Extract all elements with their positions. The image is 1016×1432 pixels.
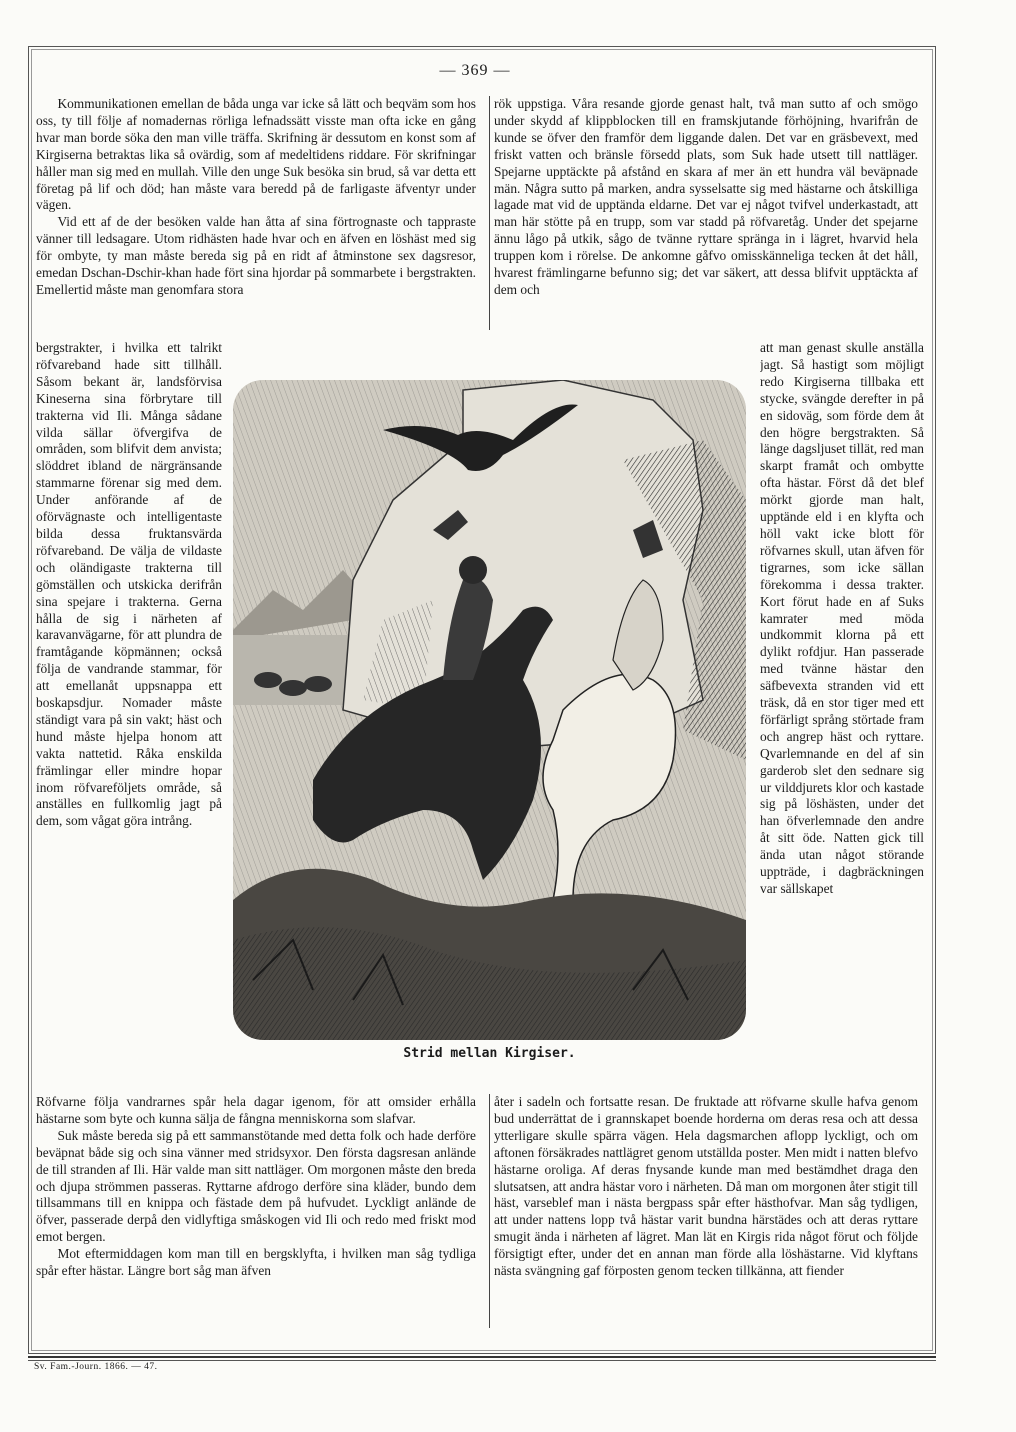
- figure-caption: Strid mellan Kirgiser.: [403, 1046, 576, 1061]
- paragraph: åter i sadeln och fortsatte resan. De fruktade att röfvarne skulle hafva genom bud underrättat de i grannskapet boende horderna om deras resa och att dessa ytterligare skulle spärra vägen. Hela dagsmarchen aflopp lyckligt, och om aftonen försäkrades nattlägret genom utställda poster. Men midt i natten blefvo hästarne oroliga. Af deras fnysande kunde man med bestämdhet draga den slutsatsen, att andra hästar voro i närheten. Då man om morgonen åter stigit till häst, varseblef man i nästa bergpass spår efter hästhofvar. Man såg tydligen, att under nattens lopp två hästar varit bundna härstädes och att deras ryttare smugit ända i närheten af lägret. Man lät en Kirgis rida något förut och följde försigtigt efter, under det en annan man förde alla löshästarne. Vid klyftans nästa svängning gaf förposten genom tecken tillkänna, att fiender: [494, 1094, 918, 1279]
- paragraph: att man genast skulle anställa jagt. Så hastigt som möjligt redo Kirgiserna tillbaka ett stycke, svängde derefter in på en sidoväg, som förde dem åt den högre bergstrakten. Så länge dagsljuset tillät, red man skarpt framåt och ombytte ofta hästar. Först då det blef mörkt gjorde man halt, upptände eld i en klyfta och höll vakt icke blott för röfvarnes skull, utan äfven för tigrarnes, som icke sällan förekomma i dessa trakter. Kort förut hade en af Suks kamrater med möda undkommit klorna på ett dylikt rofdjur. Han passerade med tvänne hästar den säfbevexta stranden vid ett träsk, då en stor tiger med ett förfärligt språng störtade fram och angrep häst och ryttare. Qvarlemnande en del af sin garderob slet den sednare sig ur vilddjurets klor och kastade sig på löshästen, under det han öfverlemnade den andre åt sitt öde. Natten gick till ända utan något störande uppträde, i dagbräckningen var sällskapet: [760, 340, 924, 896]
- paragraph: Mot eftermiddagen kom man till en bergsklyfta, i hvilken man såg tydliga spår efter hästar. Längre bort såg man äfven: [36, 1246, 476, 1279]
- paragraph: Vid ett af de der besöken valde han åtta af sina förtrognaste och tappraste vänner till ledsagare. Utom ridhästen hade hvar och en äfven en löshäst med sig för ombyte, ty man måste bereda sig på en ridt af åtminstone sex dagsresor, emedan Dschan-Dschir-khan hade fört sina hjordar på sommarbete i bergstrakten. Emellertid måste man genomfara stora: [36, 214, 476, 297]
- right-column-bottom: [494, 1094, 918, 1330]
- column-rule-top: [489, 96, 490, 330]
- footer-rule-thin: [28, 1360, 936, 1361]
- paragraph: Kommunikationen emellan de båda unga var icke så lätt och beqväm som hos oss, ty till följe af nomadernas rörliga lefnadssätt visste man ofta icke en gång hvar man borde söka den man ville träffa. Skrifning är dessutom en konst som af Kirgiserna betraktas lika så ovärdig, som af medeltidens riddare. För skrifningar håller man sig med en mullah. Ville den unge Suk besöka sin brud, så var detta ett företag på lif och död; han måste vara beredd på de farligaste äfventyr under vägen.: [36, 96, 476, 213]
- left-column-top: [36, 96, 476, 340]
- right-column-top: [494, 96, 918, 340]
- column-rule-bottom: [489, 1094, 490, 1328]
- left-column-narrow: [36, 340, 222, 1092]
- engraving-kirgiz-battle: [233, 380, 746, 1040]
- paragraph: Röfvarne följa vandrarnes spår hela dagar igenom, för att omsider erhålla hästarne som byte och kunna sälja de fångna menniskorna som slafvar.: [36, 1094, 476, 1126]
- left-column-bottom: [36, 1094, 476, 1330]
- paragraph: bergstrakter, i hvilka ett talrikt röfvareband hade sitt tillhåll. Såsom bekant är, landsförvisa Kineserna sina förbrytare till trakterna vid Ili. Många sådane vilda sällar öfvergifva de områden, som blifvit dem anvista; slöddret ibland de närgränsande stammarne förenar sig med dem. Under anförande af de oförvägnaste och intelligentaste bilda dessa fruktansvärda röfvareband. De välja de vildaste och oländigaste trakterna till gömställen och utskicka derifrån sina spejare i trakterna. Gerna hålla de sig i närheten af karavanvägarne, för att plundra de framtågande köpmännen; också följa de vandrande stammar, för att emellanåt uppsnappa ett boskapsdjur. Nomader måste ständigt vara på sin vakt; häst och hund måste hjelpa honom att vakta nattetid. Råka enskilda främlingar eller mindre hopar inom röfvareföljets område, så anställes en fullkomlig jagt på dem, som vågat göra intrång.: [36, 340, 222, 829]
- paragraph: Suk måste bereda sig på ett sammanstötande med detta folk och hade derföre beväpnat både sig och sina vänner med stridsyxor. Den första dagsresan anlände de till stranden af Ili. Här valde man sitt nattläger. Om morgonen måste den breda och djupa strömmen passeras. Ryttarne afdrogo derföre sina kläder, bundo dem tillsammans till en knippa och fästade dem på hufvudet. Lyckligt anlände de öfver, passerade derpå den vidlyftiga småskogen vid Ili och redo med friskt mod emot bergen.: [36, 1127, 476, 1245]
- journal-footer: Sv. Fam.-Journ. 1866. — 47.: [34, 1362, 158, 1372]
- paragraph: rök uppstiga. Våra resande gjorde genast halt, två man sutto af och smögo under skydd af klippblocken till en framskjutande förhöjning, hvarifrån de kunde se öfver den framför dem liggande dalen. Det var en gräsbevext, med friskt vatten och bränsle försedd plats, som Suk hade utsett till nattläger. Spejarne upptäckte på afstånd en skara af mer än ett hundra väl beväpnade män. Några sutto på marken, andra sysselsatte sig med hästarne och åtskilliga lagade mat vid de upptända eldarne. Det var ej något tvifvel underkastadt, att man här stötte på en trupp, som var stadd på röfvaretåg. Under det spejarne ännu lågo på utkik, sågo de tvänne ryttare spränga in i lägret, hvarvid hela truppen kom i rörelse. De ankomne gåfvo omisskänneliga tecken åt det håll, hvarest främlingarne befunno sig; det var säkert, att dessa blifvit upptäckta af dem och: [494, 96, 918, 297]
- page-number: — 369 —: [439, 62, 511, 79]
- footer-rule: [28, 1356, 936, 1358]
- right-column-narrow: [760, 340, 924, 1092]
